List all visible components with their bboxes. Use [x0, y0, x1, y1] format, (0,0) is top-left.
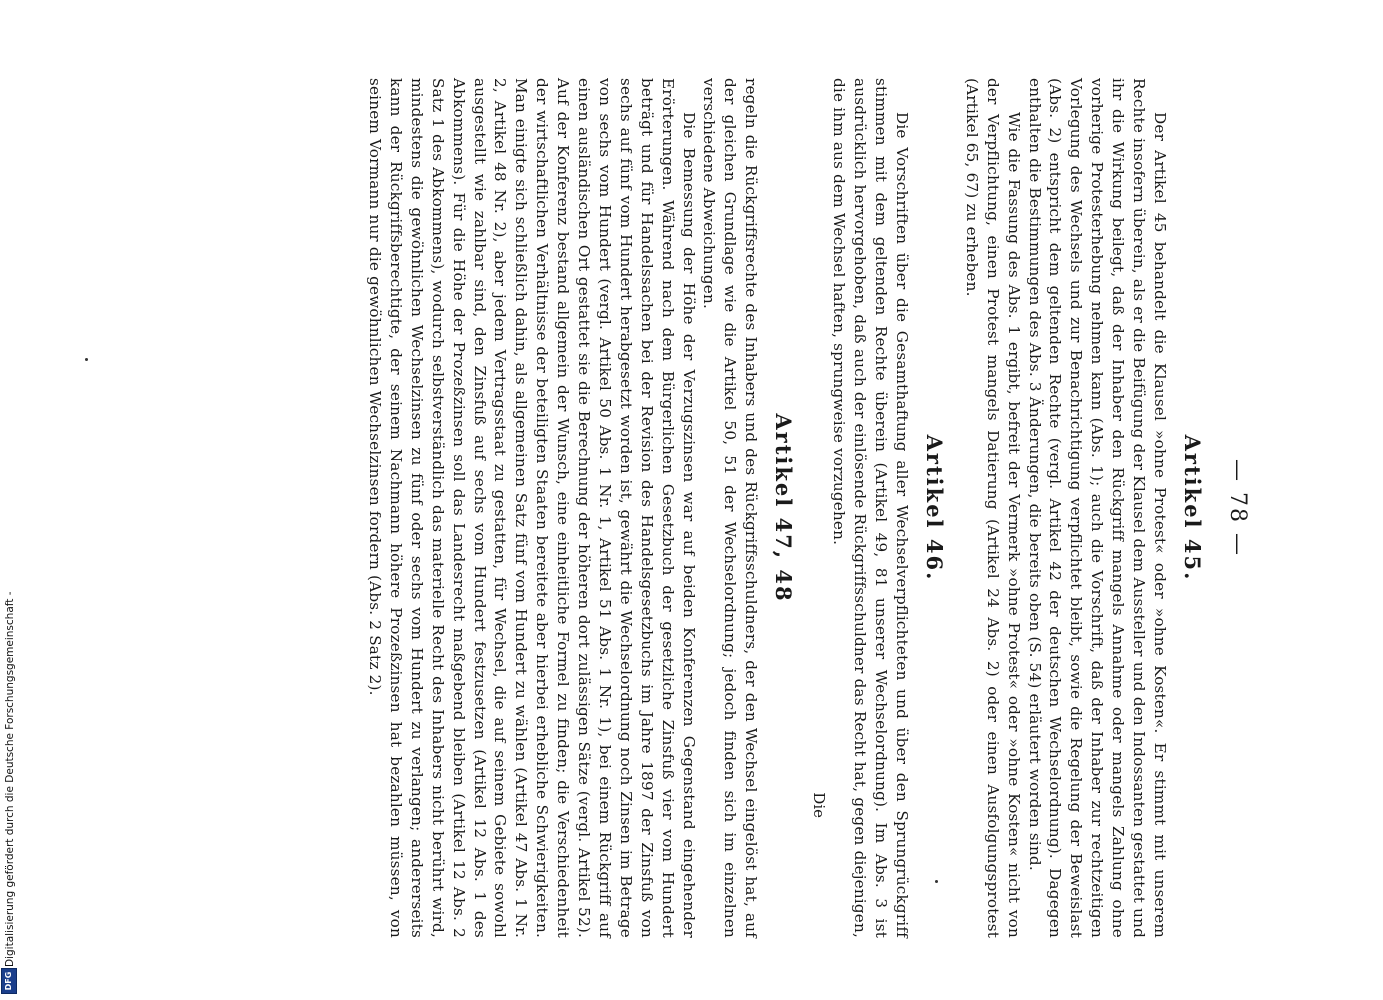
dfg-logo — [1, 968, 17, 994]
paragraph: Die Vorschriften über die Gesamthaftung aller Wechselverpflichteten und über den Sprungrückgriff stimmen mit dem geltenden Rechte überein (Artikel 49, 81 unserer Wechselordnung). Im Abs. 3 ist ausdrücklich hervorgehoben, daß auch der einlösende Rückgriffsschuldner das Recht hat, gegen diejenigen, die ihm aus dem Wechsel haften, sprungweise vorzugehen. — [830, 78, 911, 938]
section-artikel-47-48 — [364, 78, 796, 938]
section-heading: Artikel 47, 48 — [771, 413, 797, 603]
catchword: Die — [810, 792, 829, 818]
paragraph: Der Artikel 45 behandelt die Klausel »ohne Protest« oder »ohne Kosten«. Er stimmt mit unserem Rechte insofern überein, als er die Beifügung der Klausel dem Aussteller und den Indossanten gestattet und ihr die Wirkung beilegt, daß der Inhaber den Rückgriff mangels Annahme oder mangels Zahlung ohne vorherige Protesterhebung nehmen kann (Abs. 1); auch die Vorschrift, daß der Inhaber zur rechtzeitigen Vorlegung des Wechsels und zur Benachrichtigung verpflichtet bleibt, sowie die Regelung der Beweislast (Abs. 2) entspricht dem geltenden Rechte (vergl. Artikel 42 der deutschen Wechselordnung). Dagegen enthalten die Bestimmungen des Abs. 3 Änderungen, die bereits oben (S. 54) erläutert worden sind. — [1025, 78, 1169, 938]
dfg-logo-text: DFG — [4, 971, 13, 991]
section-heading: Artikel 45. — [1180, 434, 1205, 582]
paragraph: Wie die Fassung des Abs. 1 ergibt, befreit der Vermerk »ohne Protest« oder »ohne Kosten« nicht von der Verpflichtung, einen Protest mangels Datierung (Artikel 24 Abs. 2) oder einen Ausfolgungsprotest (Artikel 65, 67) zu erheben. — [962, 78, 1023, 938]
page-number: — 78 — — [1225, 459, 1250, 557]
section-artikel-45 — [961, 78, 1205, 938]
document-page — [150, 78, 1250, 938]
section-artikel-46 — [810, 78, 947, 938]
paragraph: regeln die Rückgriffsrechte des Inhabers und des Rückgriffsschuldners, der den Wechsel eingelöst hat, auf der gleichen Grundlage wie die Artikel 50, 51 der Wechselordnung; jedoch finden sich im einzelnen verschiedene Abweichungen. — [700, 78, 761, 938]
digitization-credit — [1, 591, 17, 994]
section-heading: Artikel 46. — [921, 434, 947, 582]
paragraph: Die Bemessung der Höhe der Verzugszinsen war auf beiden Konferenzen Gegenstand eingehender Erörterungen. Während nach dem Bürgerlichen Gesetzbuch der gesetzliche Zinsfuß vier vom Hundert beträgt und für Handelssachen bei der Revision des Handelsgesetzbuchs im Jahre 1897 der Zinsfuß von sechs auf fünf vom Hundert herabgesetzt worden ist, gewährt die Wechselordnung noch Zinsen im Betrage von sechs vom Hundert (vergl. Artikel 50 Abs. 1 Nr. 1, Artikel 51 Abs. 1 Nr. 1), bei einem Rückgriff auf einen ausländischen Ort gestattet sie die Berechnung der höheren dort zulässigen Sätze (vergl. Artikel 52). Auf der Konferenz bestand allgemein der Wunsch, eine einheitliche Formel zu finden; die Verschiedenheit der wirtschaftlichen Verhältnisse der beteiligten Staaten bereitete aber hierbei erhebliche Schwierigkeiten. Man einigte sich schließlich dahin, als allgemeinen Satz fünf vom Hundert zu wählen (Artikel 47 Abs. 1 Nr. 2, Artikel 48 Nr. 2), aber jedem Vertragsstaat zu gestatten, für Wechsel, die auf seinem Gebiete sowohl ausgestellt wie zahlbar sind, den Zinsfuß auf sechs vom Hundert festzusetzen (Artikel 12 Abs. 1 des Abkommens). Für die Höhe der Prozeßzinsen soll das Landesrecht maßgebend bleiben (Artikel 12 Abs. 2 Satz 1 des Abkommens), wodurch selbstverständlich das materielle Recht des Inhabers nicht berührt wird, mindestens die gewöhnlichen Wechselzinsen zu fünf oder sechs vom Hundert zu verlangen; andererseits kann der Rückgriffsberechtigte, der seinem Nachmann höhere Prozeßzinsen hat bezahlen müssen, von seinem Vormann nur die gewöhnlichen Wechselzinsen fordern (Abs. 2 Satz 2). — [366, 78, 698, 938]
credit-text: Digitalisierung gefördert durch die Deutsche Forschungsgemeinschaft - — [4, 591, 16, 967]
scan-speck — [85, 358, 88, 361]
scan-speck — [935, 880, 938, 883]
